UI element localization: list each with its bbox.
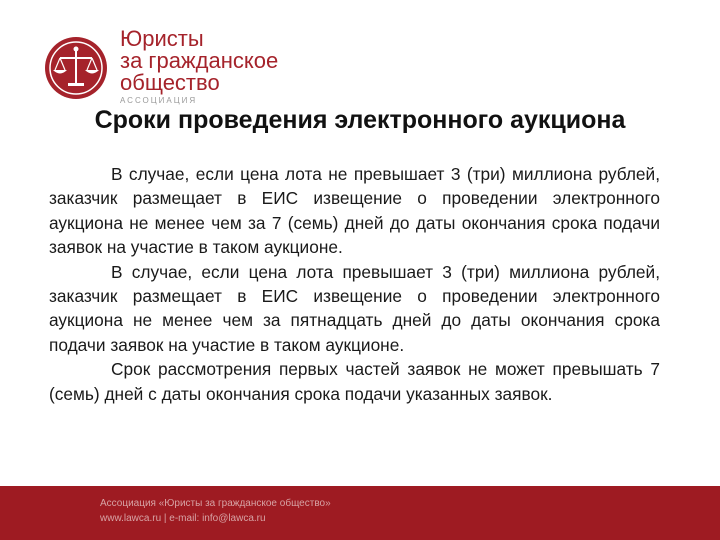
paragraph-3: Срок рассмотрения первых частей заявок не может превышать 7 (семь) дней с даты окончания срока подачи указанных заявок. — [49, 359, 660, 404]
footer-organization: Ассоциация «Юристы за гражданское общество» — [100, 498, 331, 509]
logo-line-2: за гражданское — [120, 48, 279, 73]
paragraph-1: В случае, если цена лота не превышает 3 (три) миллиона рублей, заказчик размещает в ЕИС извещение о проведении электронного аукциона не менее чем за 7 (семь) дней до даты окончания срока подачи заявок на участие в таком аукционе. — [49, 164, 660, 258]
footer-contacts: www.lawca.ru | e-mail: info@lawca.ru — [100, 513, 266, 524]
paragraph-2: В случае, если цена лота превышает 3 (три) миллиона рублей, заказчик размещает в ЕИС извещение о проведении электронного аукциона не менее чем за пятнадцать дней до даты окончания срока подачи заявок на участие в таком аукционе. — [49, 261, 660, 355]
logo — [40, 12, 300, 112]
logo-subtitle: АССОЦИАЦИЯ — [120, 96, 198, 105]
body-text — [49, 162, 660, 406]
logo-line-1: Юристы — [120, 26, 204, 51]
scales-of-justice-icon — [44, 36, 108, 100]
page-title: Сроки проведения электронного аукциона — [94, 106, 626, 134]
logo-line-3: общество — [120, 70, 220, 95]
footer-bar — [0, 486, 720, 540]
